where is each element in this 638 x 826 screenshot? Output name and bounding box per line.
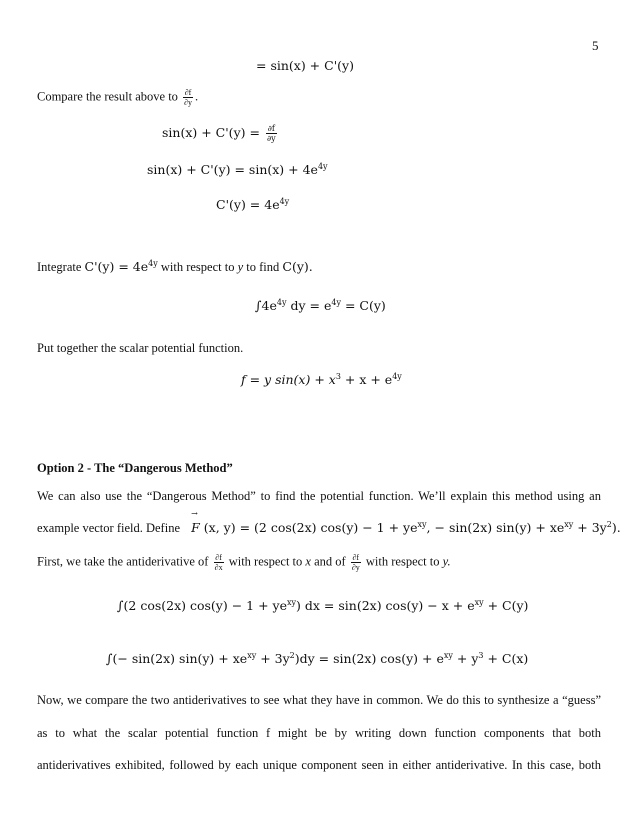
antiderivative-1: ∫(2 cos(2x) $\cos(y) - 1 + ye^{xy}$) dx = sin(2x) $\cos(y) - x + e^{xy} + C(y)$ (117, 598, 529, 614)
partial-f-over-y: $\frac{\partial f}{\partial y}$ (184, 88, 193, 107)
paragraph-2-line-1: Now, we compare the two antiderivatives to see what they have in common. We do this to synthesize a “guess” (37, 693, 601, 707)
potential-function-equation: f = y $\sin(x) + x^3 + x + e^{4y}$ (241, 372, 402, 388)
paragraph-2-line-2: as to what the scalar potential function f might be by writing down function components that both (37, 726, 601, 740)
compare-line: Compare the result above to $\frac{\partial f}{\partial y}$ . (37, 88, 199, 107)
page-number: 5 (592, 38, 599, 53)
section-heading: Option 2 - The “Dangerous Method” (37, 461, 233, 475)
define-line: example vector field. Define → F (x, y) = (2 cos(2x) $\cos(y) - 1 + ye^{xy}$, − sin(2x) $\sin(y) + xe^{xy} + 3y^2$). (37, 509, 621, 536)
paragraph-2-line-3: antiderivatives exhibited, followed by each unique component seen in either antiderivative. In this case, both (37, 758, 601, 772)
equation-3: $C'(y) = 4e^{4y}$ (216, 197, 290, 213)
integrate-line: Integrate $C'(y) = 4e^{4y}$ with respect to y to find C(y). (37, 259, 313, 275)
equation-2: $\sin(x) + C'(y) = \sin(x) + 4e^{4y}$ (147, 162, 328, 178)
integral-equation: $\int 4e^{4y}$ dy = $e^{4y} = C(y)$ (255, 298, 386, 314)
first-line: First, we take the antiderivative of $\frac{\partial f}{\partial x}$ with respect to x and of $\frac{\partial f}{\partial y}$ with respect to y. (37, 553, 451, 572)
put-together-text: Put together the scalar potential function. (37, 341, 244, 355)
equation-1: sin(x) + C'(y) = $\frac{\partial f}{\partial y}$ (162, 124, 276, 143)
equation-top: = sin(x) + C'(y) (256, 58, 354, 73)
antiderivative-2: ∫(− sin(2x) $\sin(y) + xe^{xy} + 3y^2)dy = \sin(2x)$ $\cos(y) + e^{xy} + y^3 + C(x)$ (106, 651, 529, 667)
paragraph-1: We can also use the “Dangerous Method” to find the potential function. We’ll explain this method using an (37, 489, 601, 503)
compare-text: Compare the result above to (37, 89, 178, 104)
